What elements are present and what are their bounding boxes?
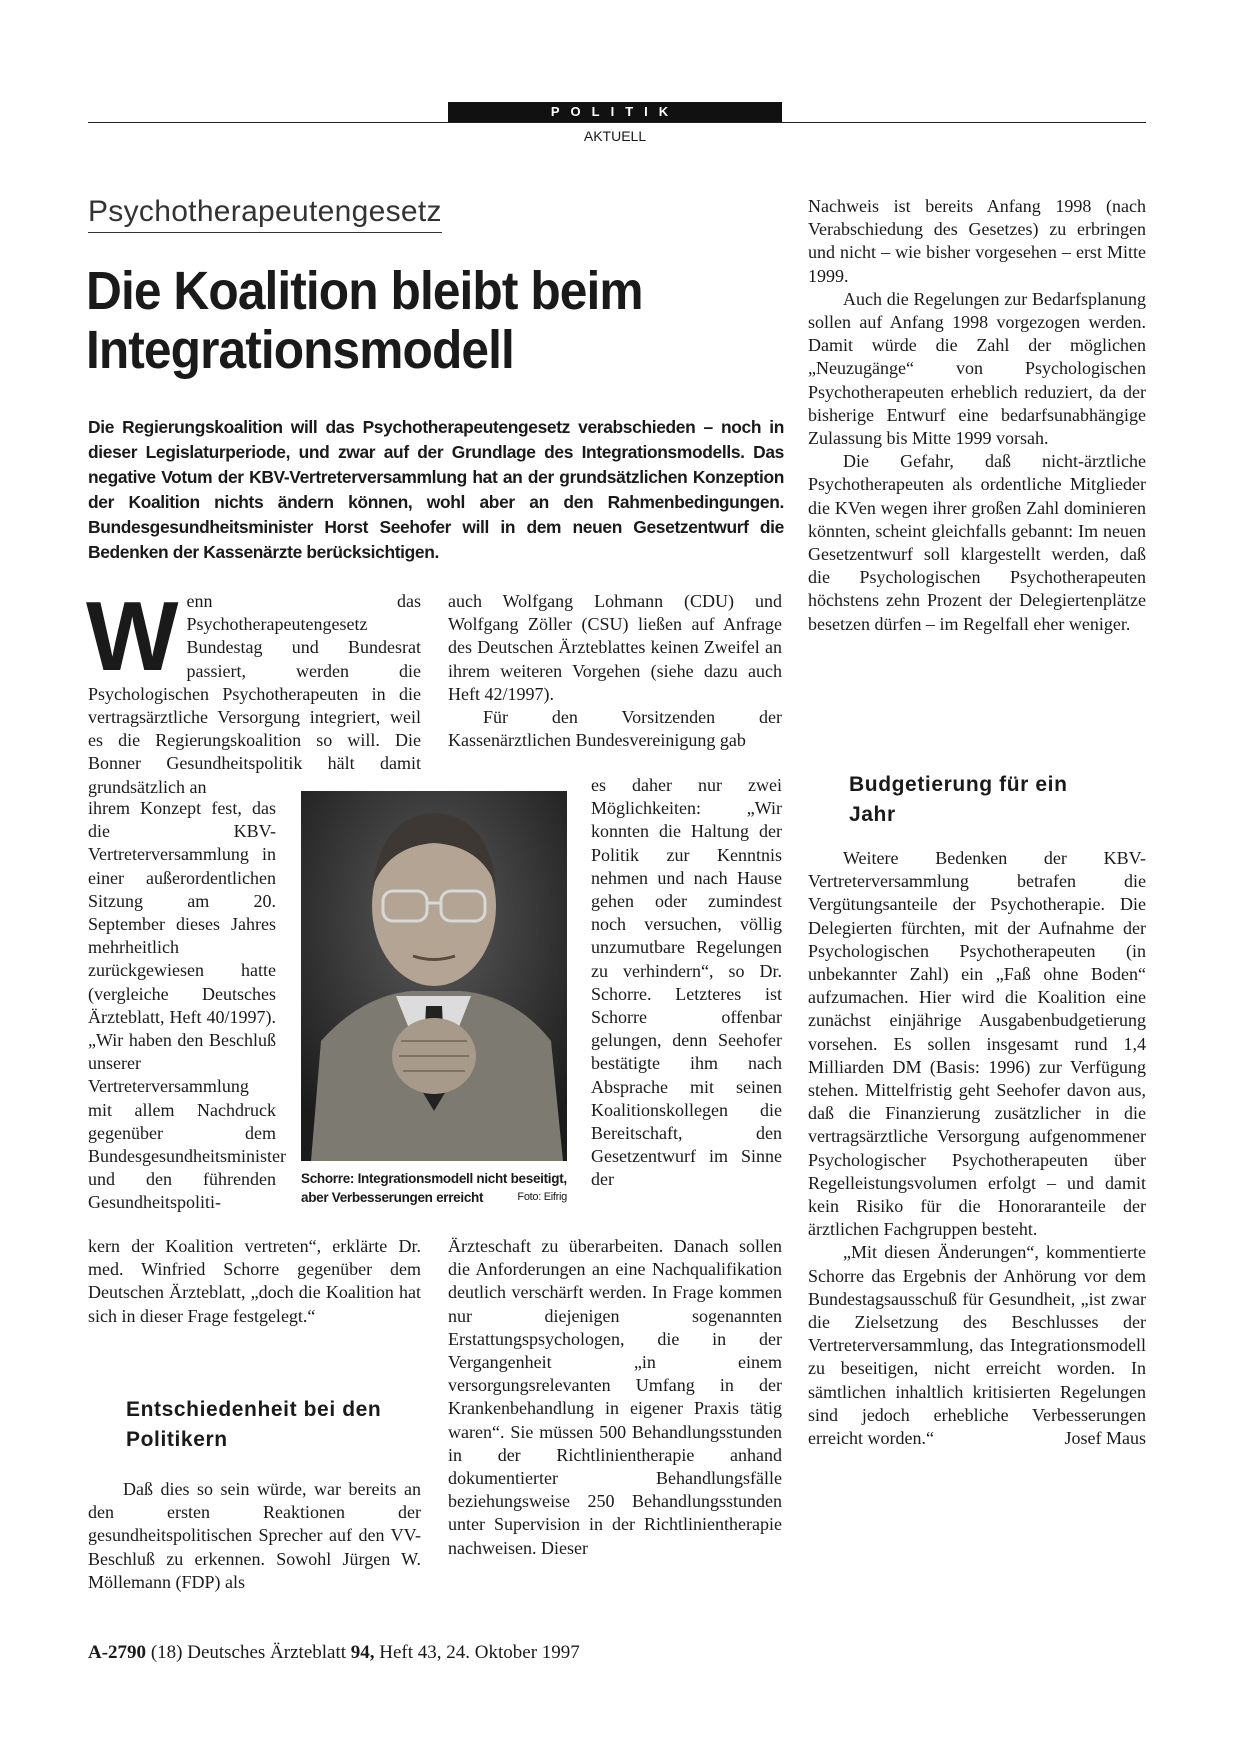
paragraph-politicians: auch Wolfgang Lohmann (CDU) und Wolfgang Zöller (CSU) ließen auf Anfrage des Deutschen Ärzteblattes keinen Zweifel an ihrem weiteren Vorgehen (siehe dazu auch Heft 42/1997). — [448, 591, 782, 704]
article-lead: Die Regierungskoalition will das Psychotherapeutengesetz verabschieden – noch in dieser Legislaturperiode, und zwar auf der Grundlage des Integrationsmodells. Das negative Votum der KBV-Vertreterversammlung hat an der grundsätzlichen Konzeption der Koalition nichts ändern können, wohl aber an den Rahmenbedingungen. Bundesgesundheitsminister Horst Seehofer will in dem neuen Gesetzentwurf die Bedenken der Kassenärzte berücksichtigen. — [88, 417, 784, 562]
paragraph-budget: Weitere Bedenken der KBV-Vertreterversammlung betrafen die Vergütungsanteile der Psychotherapie. Die Delegierten fürchten, mit der Aufnahme der Psychologischen Psychotherapeuten (in unbekannter Zahl) ein „Faß ohne Boden“ aufzumachen. Hier wird die Koalition eine zunächst einjährige Ausgabenbudgetierung vorsehen. Es sollen insgesamt rund 1,4 Milliarden DM (Basis: 1996) zur Verfügung stehen. Mittelfristig geht Seehofer davon aus, daß die Finanzierung zusätzlicher in die vertragsärztliche Versorgung aufgenommener Psychologischer Psychotherapeuten über Regelleistungsvolumen erfolgt – und damit kein Risiko für die Honoraranteile der ärztlichen Fachgruppen besteht. — [808, 848, 1146, 1240]
page-footer — [88, 1642, 580, 1664]
photo-caption-text: Schorre: Integrationsmodell nicht beseitigt, aber Verbesserungen erreicht — [301, 1171, 567, 1205]
paragraph-reactions: Daß dies so sein würde, war bereits an den ersten Reaktionen der gesundheitspolitischen Sprecher auf den VV-Beschluß zu erkennen. Sowohl Jürgen W. Möllemann (FDP) als — [88, 1479, 421, 1592]
footer-volume: 94, — [350, 1642, 375, 1663]
column-2-bottom — [448, 1235, 782, 1560]
quote-text: „Mit diesen Änderungen“, kommentierte Schorre das Ergebnis der Anhörung vor dem Bundestagsausschuß für Gesundheit, „ist zwar die Zielsetzung des Beschlusses der Vertreterversammlung, das Integrationsmodell zu beseitigen, nicht erreicht worden. In sämtlichen inhaltlich kritisierten Regelungen sind jedoch erhebliche Verbesserungen erreicht worden.“ — [808, 1242, 1146, 1449]
paragraph-options: Für den Vorsitzenden der Kassenärztlichen Bundesvereinigung gab — [448, 707, 782, 751]
drop-cap: W — [86, 581, 179, 691]
portrait-photo — [301, 791, 567, 1161]
article-kicker: Psychotherapeutengesetz — [88, 195, 442, 233]
footer-issue: Heft 43, 24. Oktober 1997 — [379, 1642, 580, 1663]
column-3-top — [808, 195, 1146, 636]
column-1-wrap — [88, 797, 286, 1215]
subsection-label: AKTUELL — [583, 128, 647, 144]
column-2-wrap — [591, 774, 782, 1192]
subhead-entschiedenheit: Entschiedenheit bei den Politikern — [126, 1398, 382, 1451]
column-3-bottom — [808, 847, 1146, 1450]
column-1-end — [88, 1478, 421, 1594]
column-2-top — [448, 590, 782, 752]
paragraph-intro-continued: ihrem Konzept fest, das die KBV-Vertreterversammlung in einer außerordentlichen Sitzung am 20. September dieses Jahres mehrheitlich zurückgewiesen hatte (vergleiche Deutsches Ärzteblatt, Heft 40/1997). „Wir haben den Beschluß unserer Vertreterversammlung mit allem Nachdruck gegenüber dem Bundesgesundheitsminister und den führenden Gesundheitspoliti- — [88, 798, 286, 1213]
header-rule — [88, 122, 1146, 123]
column-1-top — [86, 581, 421, 799]
article-headline: Die Koalition bleibt beim Integrationsmodell — [86, 261, 643, 380]
paragraph-danger: Die Gefahr, daß nicht-ärztliche Psychotherapeuten als ordentliche Mitglieder die KVen wegen ihrer großen Zahl dominieren könnten, scheint gleichfalls gebannt: Im neuen Gesetzentwurf soll klargestellt werden, daß die Psychologischen Psychotherapeuten höchstens zehn Prozent der Delegiertenplätze besetzen dürfen – im Regelfall eher weniger. — [808, 451, 1146, 634]
paragraph-quote — [808, 1241, 1146, 1450]
subhead-budgetierung: Budgetierung für ein Jahr — [849, 773, 1068, 826]
author-name: Josef Maus — [1064, 1428, 1146, 1449]
paragraph-planning: Auch die Regelungen zur Bedarfsplanung sollen auf Anfang 1998 vorgezogen werden. Damit würde die Zahl der möglichen „Neuzugänge“ von Psychologischen Psychotherapeuten erheblich reduziert, da der bisherige Entwurf eine bedarfsunabhängige Zulassung bis Mitte 1999 vorsah. — [808, 288, 1146, 449]
paragraph-proof: Nachweis ist bereits Anfang 1998 (nach Verabschiedung des Gesetzes) zu erbringen und nicht – wie bisher vorgesehen – erst Mitte 1999. — [808, 196, 1146, 286]
footer-journal: (18) Deutsches Ärzteblatt — [150, 1642, 347, 1663]
photo-caption — [301, 1169, 567, 1207]
paragraph-options-continued: es daher nur zwei Möglichkeiten: „Wir konnten die Haltung der Politik zur Kenntnis nehmen und nach Hause gehen oder zumindest noch versuchen, völlig unzumutbare Regelungen zu verhindern“, so Dr. Schorre. Letzteres ist Schorre offenbar gelungen, denn Seehofer bestätigte ihm nach Absprache mit seinen Koalitionskollegen die Bereitschaft, den Gesetzentwurf im Sinne der — [591, 775, 782, 1190]
section-label: POLITIK — [448, 102, 782, 122]
column-1-bottom — [88, 1235, 421, 1328]
paragraph-requirements: Ärzteschaft zu überarbeiten. Danach sollen die Anforderungen an eine Nachqualifikation deutlich verschärft werden. In Frage kommen nur diejenigen sogenannten Erstattungspsychologen, die in der Vergangenheit „in einem versorgungsrelevanten Umfang in der Krankenbehandlung in eigener Praxis tätig waren“. Sie müssen 500 Behandlungsstunden in der Richtlinientherapie anhand dokumentierter Behandlungsfälle beziehungsweise 250 Behandlungsstunden unter Supervision in der Richtlinientherapie nachweisen. Dieser — [448, 1236, 782, 1558]
paragraph-intro: enn das Psychotherapeutengesetz Bundestag und Bundesrat passiert, werden die Psychologischen Psychotherapeuten in die vertragsärztliche Versorgung integriert, weil es die Regierungskoalition so will. Die Bonner Gesundheitspolitik hält damit grundsätzlich an — [88, 591, 421, 797]
portrait-image — [301, 791, 567, 1161]
page-number: A-2790 — [88, 1642, 147, 1663]
photo-credit: Foto: Eifrig — [517, 1191, 567, 1203]
paragraph-intro-end: kern der Koalition vertreten“, erklärte Dr. med. Winfried Schorre gegenüber dem Deutschen Ärzteblatt, „doch die Koalition hat sich in dieser Frage festgelegt.“ — [88, 1236, 421, 1326]
